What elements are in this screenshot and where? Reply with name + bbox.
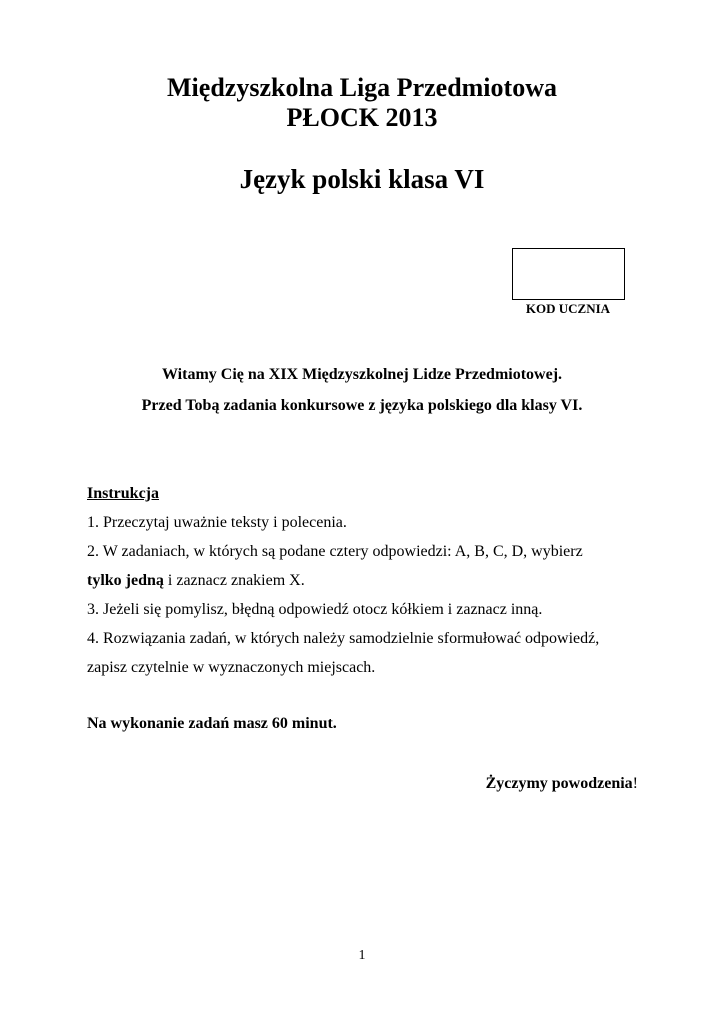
title-line-2: PŁOCK 2013	[286, 103, 438, 132]
instruction-item-3: 3. Jeżeli się pomylisz, błędną odpowiedź otocz kółkiem i zaznacz inną.	[87, 601, 543, 618]
instruction-item-1: 1. Przeczytaj uważnie teksty i polecenia.	[87, 514, 347, 531]
instructions-block	[87, 479, 647, 682]
closing-punctuation: !	[632, 775, 638, 792]
time-note: Na wykonanie zadań masz 60 minut.	[87, 715, 337, 732]
welcome-line-1: Witamy Cię na XIX Międzyszkolnej Lidze Przedmiotowej.	[161, 366, 563, 383]
instruction-item-4-line-1: 4. Rozwiązania zadań, w których należy samodzielnie sformułować odpowiedź,	[87, 630, 600, 647]
page-number: 1	[358, 948, 366, 963]
instruction-item-4-line-2: zapisz czytelnie w wyznaczonych miejscach.	[87, 659, 376, 676]
instructions-heading	[87, 479, 647, 508]
instruction-item-2-rest: i zaznacz znakiem X.	[163, 572, 305, 589]
welcome-line-2: Przed Tobą zadania konkursowe z języka polskiego dla klasy VI.	[141, 397, 583, 414]
student-code-box[interactable]	[512, 248, 625, 300]
instructions-heading-text: Instrukcja	[87, 485, 160, 502]
closing-wish-text: Życzymy powodzenia	[485, 775, 633, 792]
instruction-emphasis: tylko jedną	[87, 572, 164, 589]
subject-title: Język polski klasa VI	[239, 164, 485, 194]
instruction-item-2-line-2	[87, 566, 647, 595]
closing-wish	[486, 774, 638, 794]
student-code-label: KOD UCZNIA	[525, 301, 611, 316]
instruction-item-2-line-1: 2. W zadaniach, w których są podane cztery odpowiedzi: A, B, C, D, wybierz	[87, 543, 583, 560]
title-line-1: Międzyszkolna Liga Przedmiotowa	[167, 73, 557, 102]
